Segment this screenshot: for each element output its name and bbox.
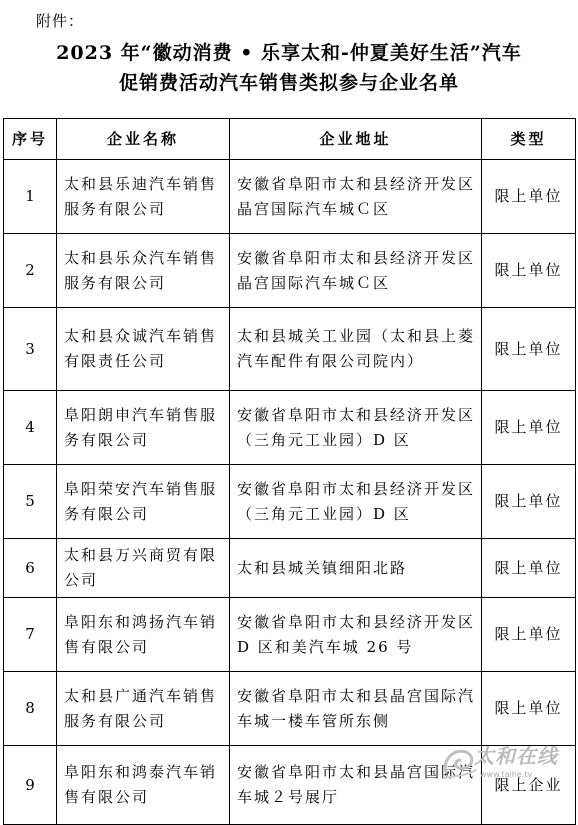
row-number: 5	[4, 465, 57, 539]
enterprise-name: 阜阳朗申汽车销售服务有限公司	[57, 391, 230, 465]
enterprise-name: 阜阳东和鸿扬汽车销售有限公司	[57, 598, 230, 672]
enterprise-name: 阜阳东和鸿泰汽车销售有限公司	[57, 746, 230, 825]
enterprise-address: 安徽省阜阳市太和县经济开发区（三角元工业园）D 区	[230, 465, 482, 539]
enterprise-name: 太和县万兴商贸有限公司	[57, 539, 230, 598]
row-number: 9	[4, 746, 57, 825]
column-header-number: 序号	[4, 119, 57, 160]
enterprise-name: 太和县乐迪汽车销售服务有限公司	[57, 160, 230, 234]
table-row	[4, 539, 576, 598]
table-row	[4, 391, 576, 465]
enterprise-address: 太和县城关工业园（太和县上菱汽车配件有限公司院内）	[230, 308, 482, 391]
table-row	[4, 672, 576, 746]
enterprise-address: 安徽省阜阳市太和县经济开发区 D 区和美汽车城 26 号	[230, 598, 482, 672]
document-title-line-2: 促销费活动汽车销售类拟参与企业名单	[118, 72, 459, 94]
enterprise-address: 太和县城关镇细阳北路	[230, 539, 482, 598]
table-row	[4, 234, 576, 308]
column-header-name: 企业名称	[57, 119, 230, 160]
column-header-type: 类型	[482, 119, 576, 160]
enterprise-type: 限上单位	[482, 539, 576, 598]
row-number: 2	[4, 234, 57, 308]
enterprise-type: 限上单位	[482, 598, 576, 672]
enterprise-address: 安徽省阜阳市太和县晶宫国际汽车城２号展厅	[230, 746, 482, 825]
table-row	[4, 308, 576, 391]
enterprise-address: 安徽省阜阳市太和县经济开发区（三角元工业园）D 区	[230, 391, 482, 465]
watermark-url: www.taihe.tv	[480, 770, 533, 779]
enterprise-name: 太和县乐众汽车销售服务有限公司	[57, 234, 230, 308]
enterprise-address: 安徽省阜阳市太和县晶宫国际汽车城一楼车管所东侧	[230, 672, 482, 746]
enterprise-name: 太和县广通汽车销售服务有限公司	[57, 672, 230, 746]
row-number: 3	[4, 308, 57, 391]
table-row	[4, 598, 576, 672]
enterprise-type: 限上单位	[482, 391, 576, 465]
enterprise-type: 限上单位	[482, 465, 576, 539]
row-number: 1	[4, 160, 57, 234]
table-row	[4, 160, 576, 234]
column-header-address: 企业地址	[230, 119, 482, 160]
row-number: 8	[4, 672, 57, 746]
enterprise-type: 限上单位	[482, 160, 576, 234]
enterprise-name: 太和县众诚汽车销售有限责任公司	[57, 308, 230, 391]
watermark-logo-text: 太和在线	[474, 744, 558, 768]
enterprise-address: 安徽省阜阳市太和县经济开发区晶宫国际汽车城Ｃ区	[230, 234, 482, 308]
table-row	[4, 465, 576, 539]
table-header-row	[4, 119, 576, 160]
enterprise-name: 阜阳荣安汽车销售服务有限公司	[57, 465, 230, 539]
enterprise-type: 限上单位	[482, 308, 576, 391]
attachment-label: 附件：	[36, 12, 85, 30]
site-watermark	[440, 738, 570, 788]
enterprise-address: 安徽省阜阳市太和县经济开发区晶宫国际汽车城Ｃ区	[230, 160, 482, 234]
row-number: 7	[4, 598, 57, 672]
row-number: 6	[4, 539, 57, 598]
row-number: 4	[4, 391, 57, 465]
document-title-line-1: 2023 年“徽动消费 • 乐享太和-仲夏美好生活”汽车	[56, 42, 522, 64]
enterprise-type: 限上企业	[482, 746, 576, 825]
enterprise-type: 限上单位	[482, 234, 576, 308]
enterprise-type: 限上单位	[482, 672, 576, 746]
enterprise-table	[3, 118, 576, 825]
